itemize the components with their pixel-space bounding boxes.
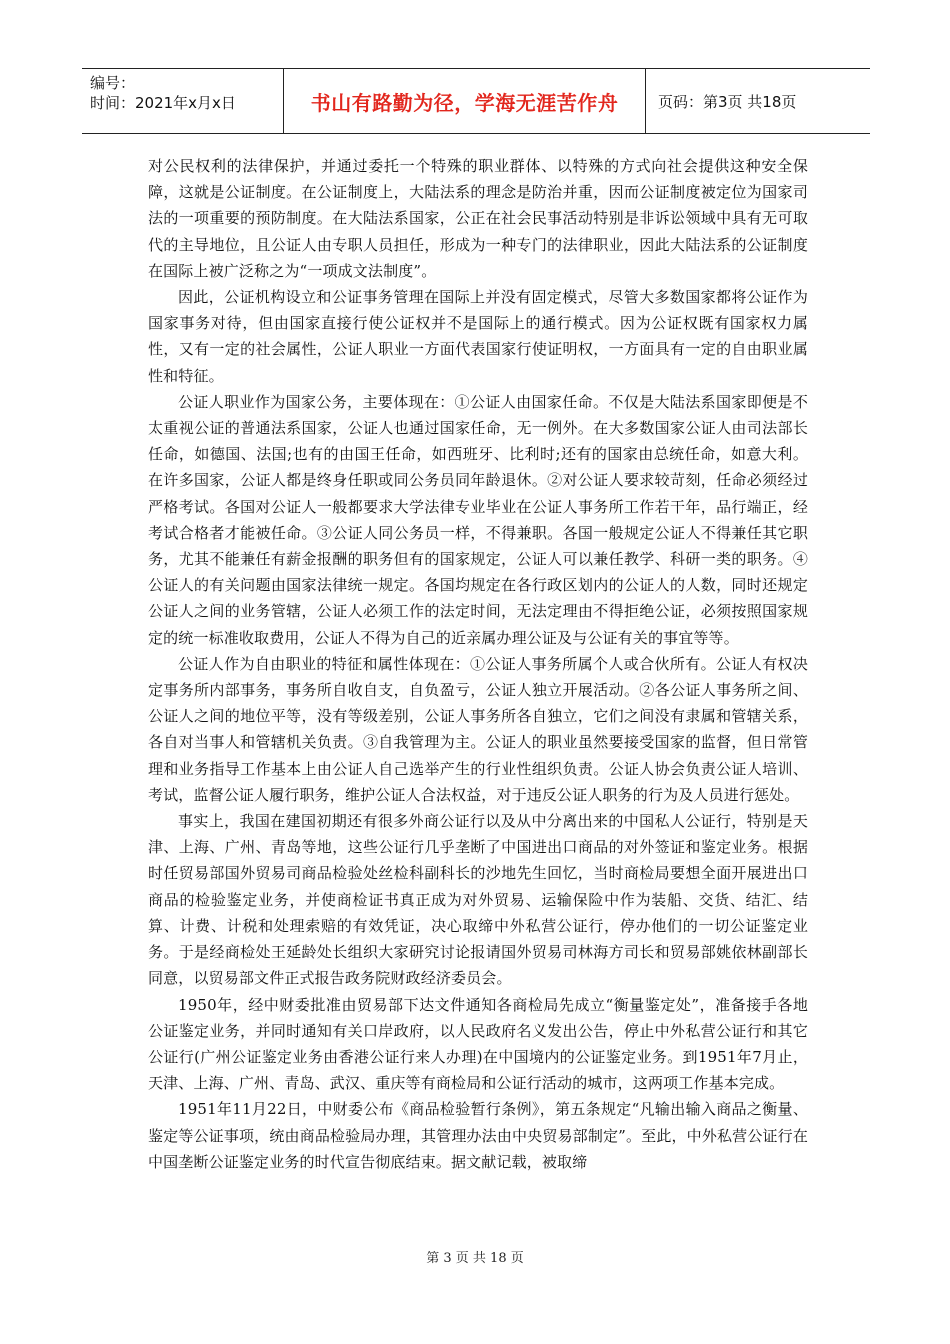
page-header (82, 68, 870, 134)
body-paragraph: 事实上，我国在建国初期还有很多外商公证行以及从中分离出来的中国私人公证行，特别是天津、上海、广州、青岛等地，这些公证行几乎垄断了中国进出口商品的对外签证和鉴定业务。根据时任贸易部国外贸易司商品检验处丝检科副科长的沙地先生回忆，当时商检局要想全面开展进出口商品的检验鉴定业务，并使商检证书真正成为对外贸易、运输保险中作为装船、交货、结汇、结算、计费、计税和处理索赔的有效凭证，决心取缔中外私营公证行，停办他们的一切公证鉴定业务。于是经商检处王延龄处长组织大家研究讨论报请国外贸易司林海方司长和贸易部姚依林副部长同意，以贸易部文件正式报告政务院财政经济委员会。 (148, 812, 808, 988)
header-meta (82, 69, 284, 133)
page-footer: 第 3 页 共 18 页 (426, 1251, 524, 1266)
body-paragraph: 公证人职业作为国家公务，主要体现在：①公证人由国家任命。不仅是大陆法系国家即便是不太重视公证的普通法系国家，公证人也通过国家任命，无一例外。在大多数国家公证人由司法部长任命，如德国、法国;也有的由国王任命，如西班牙、比利时;还有的国家由总统任命，如意大利。在许多国家，公证人都是终身任职或同公务员同年龄退休。②对公证人要求较苛刻，任命必须经过严格考试。各国对公证人一般都要求大学法律专业毕业在公证人事务所工作若干年，品行端正，经考试合格者才能被任命。③公证人同公务员一样，不得兼职。各国一般规定公证人不得兼任其它职务，尤其不能兼任有薪金报酬的职务但有的国家规定，公证人可以兼任教学、科研一类的职务。④公证人的有关问题由国家法律统一规定。各国均规定在各行政区划内的公证人的人数，同时还规定公证人之间的业务管辖，公证人必须工作的法定时间，无法定理由不得拒绝公证，必须按照国家规定的统一标准收取费用，公证人不得为自己的近亲属办理公证及与公证有关的事宜等等。 (148, 392, 808, 647)
document-body (148, 153, 808, 1175)
body-paragraph: 对公民权利的法律保护，并通过委托一个特殊的职业群体、以特殊的方式向社会提供这种安全保障，这就是公证制度。在公证制度上，大陆法系的理念是防治并重，因而公证制度被定位为国家司法的一项重要的预防制度。在大陆法系国家，公正在社会民事活动特别是非诉讼领域中具有无可取代的主导地位，且公证人由专职人员担任，形成为一种专门的法律职业，因此大陆法系的公证制度在国际上被广泛称之为“一项成文法制度”。 (148, 157, 808, 280)
header-motto: 书山有路勤为径，学海无涯苦作舟 (284, 69, 646, 133)
header-page-info: 页码：第3页 共18页 (658, 92, 797, 111)
body-paragraph: 因此，公证机构设立和公证事务管理在国际上并没有固定模式，尽管大多数国家都将公证作为国家事务对待，但由国家直接行使公证权并不是国际上的通行模式。因为公证权既有国家权力属性，又有一定的社会属性，公证人职业一方面代表国家行使证明权，一方面具有一定的自由职业属性和特征。 (148, 288, 808, 385)
body-paragraph: 公证人作为自由职业的特征和属性体现在：①公证人事务所属个人或合伙所有。公证人有权决定事务所内部事务，事务所自收自支，自负盈亏，公证人独立开展活动。②各公证人事务所之间、公证人之间的地位平等，没有等级差别，公证人事务所各自独立，它们之间没有隶属和管辖关系，各自对当事人和管辖机关负责。③自我管理为主。公证人的职业虽然要接受国家的监督，但日常管理和业务指导工作基本上由公证人自己选举产生的行业性组织负责。公证人协会负责公证人培训、考试，监督公证人履行职务，维护公证人合法权益，对于违反公证人职务的行为及人员进行惩处。 (148, 654, 808, 804)
document-date: 时间：2021年x月x日 (90, 94, 236, 112)
document-number-label: 编号： (90, 74, 136, 92)
body-paragraph: 1951年11月22日，中财委公布《商品检验暂行条例》，第五条规定“凡输出输入商品之衡量、鉴定等公证事项，统由商品检验局办理，其管理办法由中央贸易部制定”。至此，中外私营公证行在中国垄断公证鉴定业务的时代宣告彻底结束。据文献记载，被取缔 (148, 1100, 808, 1171)
body-paragraph: 1950年，经中财委批准由贸易部下达文件通知各商检局先成立“衡量鉴定处”，准备接手各地公证鉴定业务，并同时通知有关口岸政府，以人民政府名义发出公告，停止中外私营公证行和其它公证行(广州公证鉴定业务由香港公证行来人办理)在中国境内的公证鉴定业务。到1951年7月止，天津、上海、广州、青岛、武汉、重庆等有商检局和公证行活动的城市，这两项工作基本完成。 (148, 995, 808, 1093)
